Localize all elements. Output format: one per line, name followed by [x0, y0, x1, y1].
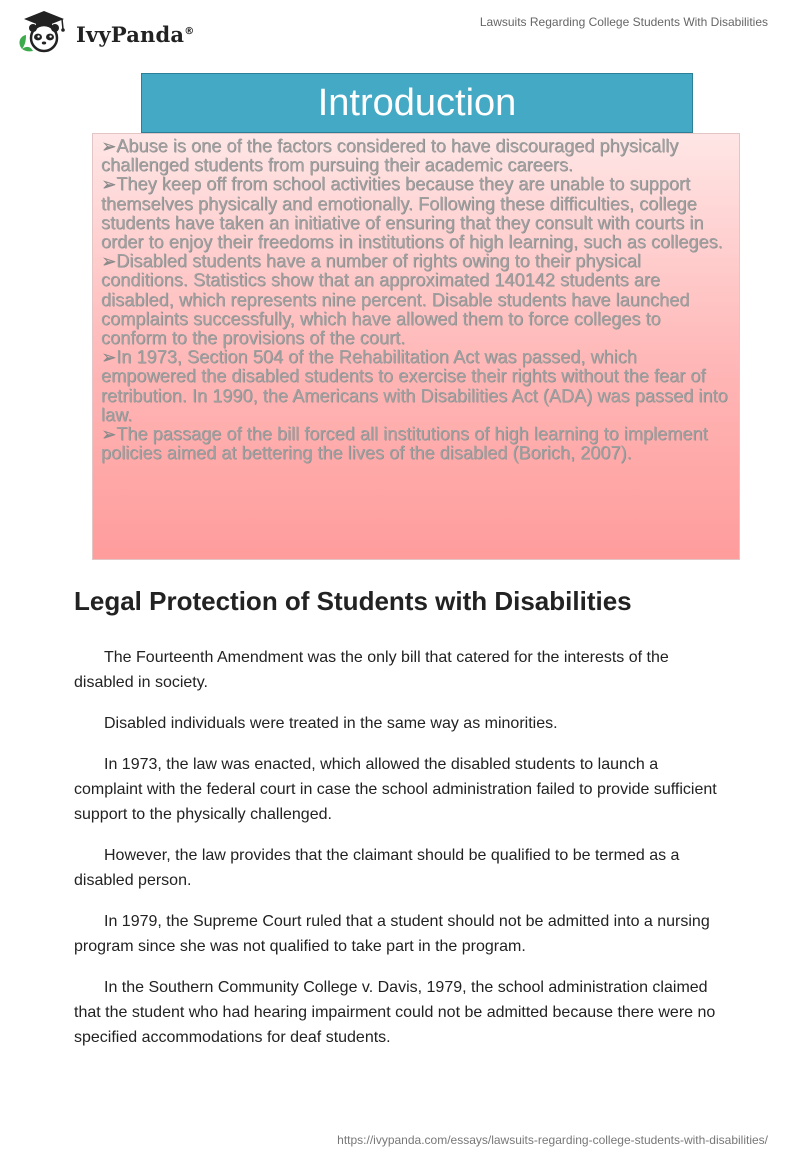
registered-mark: ® [184, 25, 195, 37]
arrow-bullet-icon: ➢ [101, 136, 117, 156]
slide-bullet: ➢In 1973, Section 504 of the Rehabilitation Act was passed, which empowered the disabled students to exercise their rights without the fear of retribution. In 1990, the Americans with Disabilities Act (ADA) was passed into law. [101, 347, 728, 425]
paragraph: However, the law provides that the claimant should be qualified to be termed as a disabled person. [74, 847, 680, 889]
panda-graduate-icon [16, 8, 72, 54]
arrow-bullet-icon: ➢ [101, 251, 117, 272]
slide-bullet: ➢Disabled students have a number of rights owing to their physical conditions. Statistics show that an approximated 140142 students are disabled, which represents nine percent. Disable students have launched complaints successfully, which have allowed them to force colleges to conform to the provisions of the court. [101, 251, 690, 349]
document-title: Lawsuits Regarding College Students With Disabilities [479, 15, 768, 29]
page-header [0, 0, 800, 60]
section-heading: Legal Protection of Students with Disabilities [74, 586, 632, 616]
arrow-bullet-icon: ➢ [101, 424, 117, 445]
slide-image [92, 73, 740, 560]
paragraph: In 1973, the law was enacted, which allowed the disabled students to launch a complaint with the federal court in case the school administration failed to provide sufficient support to the physically challenged. [74, 756, 717, 823]
slide-title: Introduction [317, 81, 517, 124]
slide-bullet-list [92, 133, 740, 560]
paragraph: In 1979, the Supreme Court ruled that a student should not be admitted into a nursing program since she was not qualified to take part in the program. [74, 913, 710, 955]
brand-name: IvyPanda® [76, 21, 195, 47]
section-body [74, 645, 726, 1066]
arrow-bullet-icon: ➢ [101, 174, 117, 195]
paragraph: In the Southern Community College v. Davis, 1979, the school administration claimed that the student who had hearing impairment could not be admitted because there were no specified accommodations for deaf students. [74, 979, 716, 1046]
slide-bullet: ➢The passage of the bill forced all institutions of high learning to implement policies aimed at bettering the lives of the disabled (Borich, 2007). [101, 424, 708, 464]
arrow-bullet-icon: ➢ [101, 347, 117, 368]
source-url[interactable]: https://ivypanda.com/essays/lawsuits-regarding-college-students-with-disabilities/ [337, 1133, 768, 1147]
paragraph: Disabled individuals were treated in the same way as minorities. [104, 715, 558, 732]
slide-bullet: ➢Abuse is one of the factors considered to have discouraged physically challenged students from pursuing their academic careers. [101, 136, 679, 176]
paragraph: The Fourteenth Amendment was the only bill that catered for the interests of the disabled in society. [74, 649, 669, 691]
slide-bullet: ➢They keep off from school activities because they are unable to support themselves physically and emotionally. Following these difficulties, college students have taken an initiative of ensuring that they consult with courts in order to enjoy their freedoms in institutions of high learning, such as colleges. [101, 174, 723, 253]
slide-title-banner [141, 73, 693, 133]
ivypanda-logo[interactable] [16, 8, 194, 54]
